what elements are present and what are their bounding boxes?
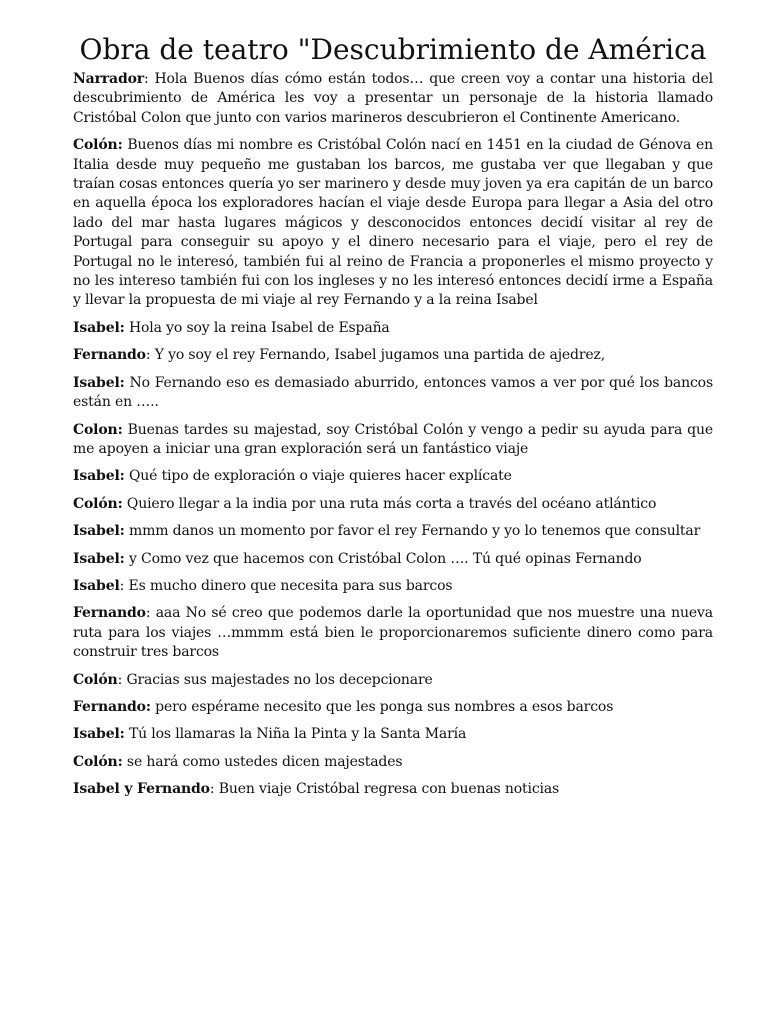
dialogue-text: pero espérame necesito que les ponga sus nombres a esos barcos [155,698,614,715]
dialogue-text: Hola yo soy la reina Isabel de España [128,319,390,336]
dialogue-text: Buen viaje Cristóbal regresa con buenas noticias [218,781,560,798]
separator: : [117,671,127,688]
dialogue-line [73,671,713,690]
speaker-name: Colón: [73,753,123,770]
speaker-name: Colón: [73,495,123,512]
speaker-name: Isabel y Fernando [73,781,210,798]
dialogue-line [73,136,713,311]
speaker-name: Isabel: [73,468,125,485]
dialogue-line [73,495,713,514]
speaker-name: Colón [73,671,118,688]
dialogue-text: Quiero llegar a la india por una ruta más corta a través del océano atlántico [126,495,657,512]
dialogue-text: Gracias sus majestades no los decepcionare [126,671,433,688]
dialogue-line [73,346,713,365]
speaker-name: Isabel: [73,726,125,743]
speaker-name: Isabel: [73,523,125,540]
dialogue-text: No Fernando eso es demasiado aburrido, entonces vamos a ver por qué los bancos están en ….. [73,374,713,411]
speaker-name: Isabel: [73,319,125,336]
dialogue-text: Qué tipo de exploración o viaje quieres hacer explícate [128,468,512,485]
speaker-name: Fernando [73,347,146,364]
dialogue-line [73,550,713,569]
document-title: Obra de teatro "Descubrimiento de América [79,33,707,66]
dialogue-line [73,522,713,541]
dialogue-list [73,70,713,800]
dialogue-text: Tú los llamaras la Niña la Pinta y la Santa María [128,726,467,743]
speaker-name: Isabel: [73,374,125,391]
dialogue-line [73,780,713,799]
speaker-name: Isabel [73,577,120,594]
dialogue-text: aaa No sé creo que podemos darle la oportunidad que nos muestre una nueva ruta para los viajes …mmmm está bien le proporcionaremos suficiente dinero como para construir tres barcos [73,605,713,661]
speaker-name: Colón: [73,137,123,154]
dialogue-line [73,577,713,596]
dialogue-text: mmm danos un momento por favor el rey Fernando y yo lo tenemos que consultar [128,523,701,540]
dialogue-text: se hará como ustedes dicen majestades [126,753,403,770]
speaker-name: Colon: [73,421,123,438]
dialogue-line [73,421,713,460]
dialogue-line [73,604,713,662]
separator: : [145,347,155,364]
dialogue-line [73,753,713,772]
dialogue-text: Buenos días mi nombre es Cristóbal Colón nací en 1451 en la ciudad de Génova en Italia desde muy pequeño me gustaban los barcos, me gustaba ver que llegaban y que traían cosas entonces quería yo ser marinero y desde muy joven ya era capitán de un barco en aquella época los exploradores hacían el viaje desde Europa para llegar a Asia del otro lado del mar hasta lugares mágicos y desconocidos entonces decidí visitar al rey de Portugal para conseguir su apoyo y el dinero necesario para el viaje, pero el rey de Portugal no le interesó, también fui al reino de Francia a proponerles el mismo proyecto y no les intereso también fui con los ingleses y no les interesó entonces decidí irme a España y llevar la propuesta de mi viaje al rey Fernando y a la reina Isabel [73,137,713,309]
speaker-name: Fernando: [73,698,151,715]
separator: : [144,71,155,87]
dialogue-line [73,725,713,744]
speaker-name: Fernando [73,605,146,622]
dialogue-text: Y yo soy el rey Fernando, Isabel jugamos una partida de ajedrez, [154,347,606,364]
dialogue-line [73,319,713,338]
dialogue-line [73,467,713,486]
separator: : [209,781,219,798]
dialogue-line [73,374,713,413]
document-page [73,34,713,808]
dialogue-line [73,70,713,128]
speaker-name: Isabel: [73,550,125,567]
dialogue-text: Es mucho dinero que necesita para sus barcos [128,577,453,594]
separator: : [119,577,129,594]
separator: : [145,605,156,622]
dialogue-line [73,698,713,717]
dialogue-text: Buenas tardes su majestad, soy Cristóbal Colón y vengo a pedir su ayuda para que me apoyen a iniciar una gran exploración será un fantástico viaje [73,421,713,457]
dialogue-text: Hola Buenos días cómo están todos… que creen voy a contar una historia del descubrimiento de América les voy a presentar un personaje de la historia llamado Cristóbal Colon que junto con varios marineros descubrieron el Continente Americano. [73,71,713,126]
speaker-name: Narrador [73,71,144,87]
dialogue-text: y Como vez que hacemos con Cristóbal Colon …. Tú qué opinas Fernando [128,550,642,567]
